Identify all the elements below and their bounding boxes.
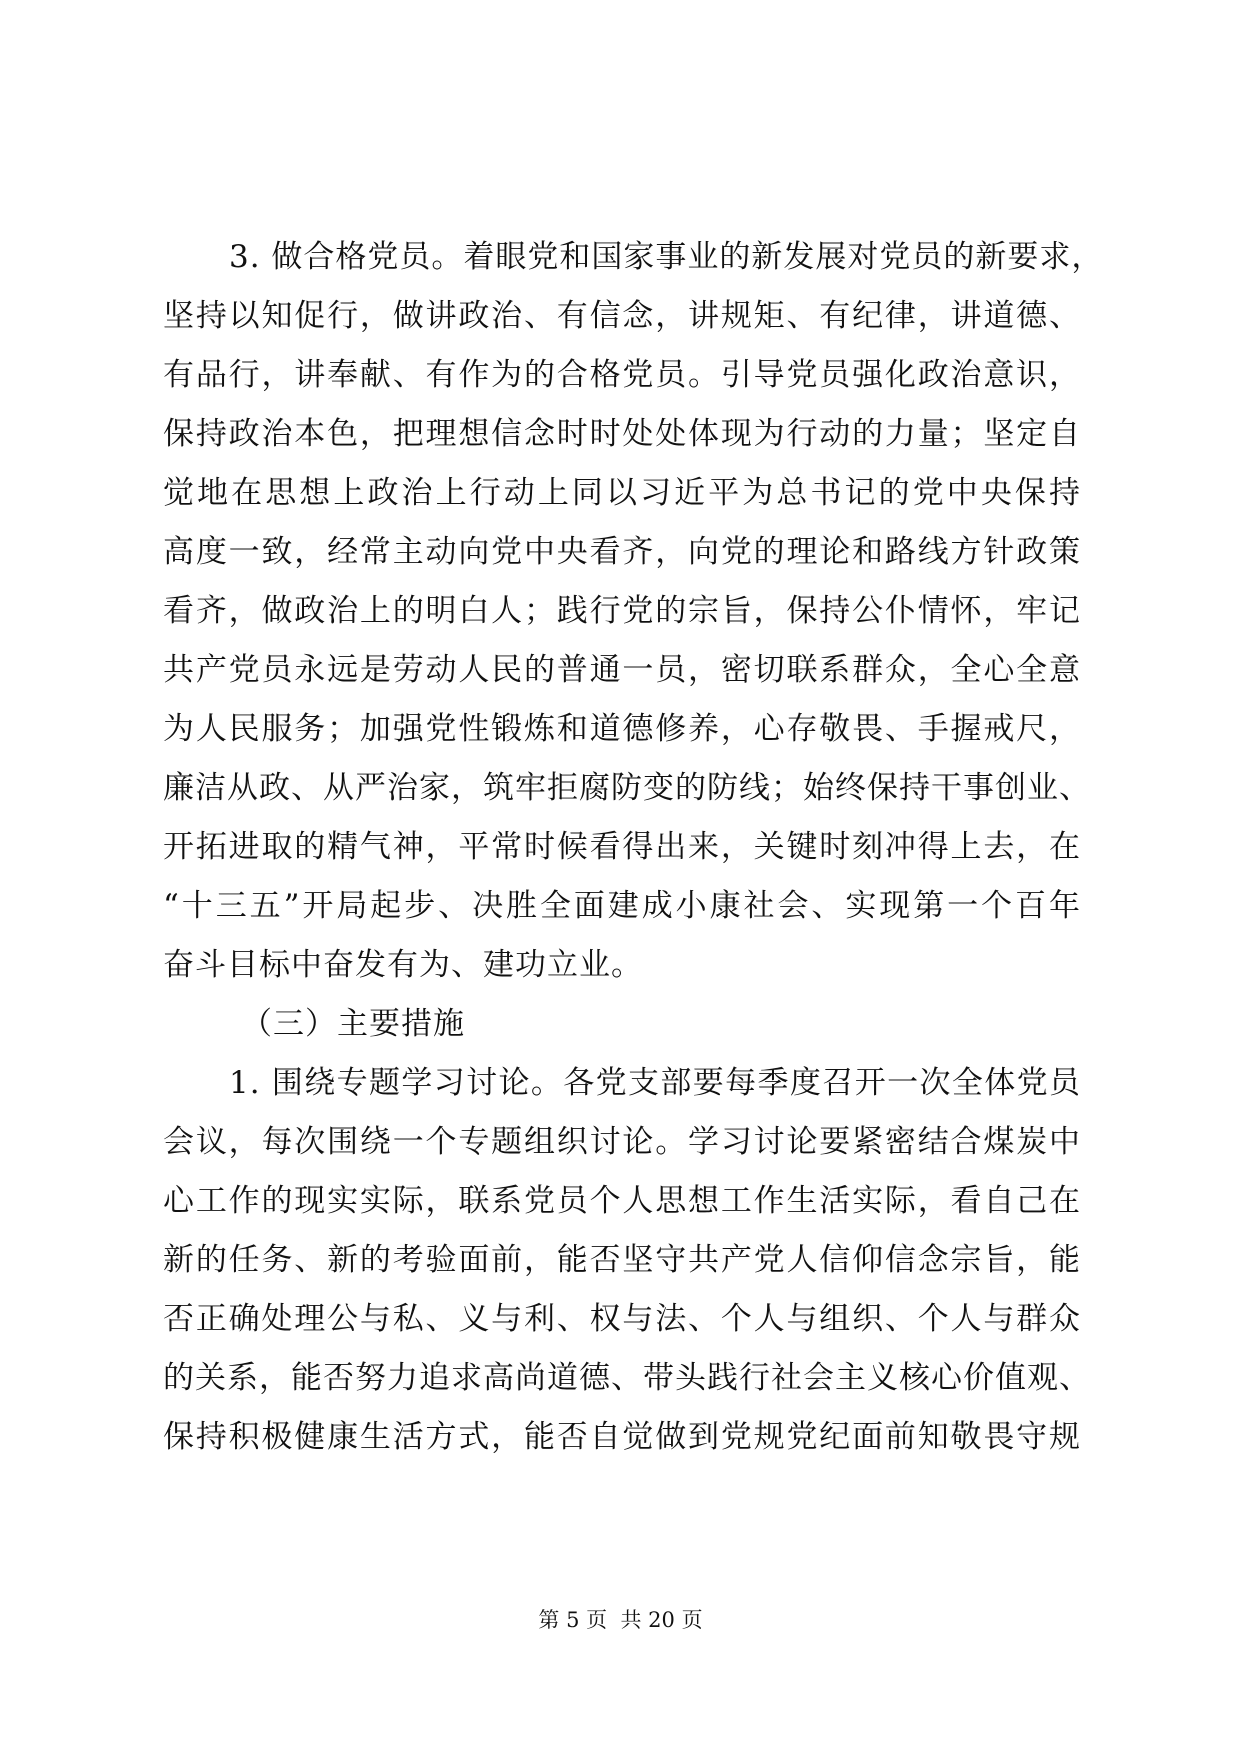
paragraph-line: 奋斗目标中奋发有为、建功立业。 [163,947,643,983]
paragraph-line: 心工作的现实实际，联系党员个人思想工作生活实际，看自己在 [163,1183,1081,1219]
paragraph-line: 为人民服务；加强党性锻炼和道德修养，心存敬畏、手握戒尺， [163,711,1081,747]
paragraph-line: 有品行，讲奉献、有作为的合格党员。引导党员强化政治意识， [163,357,1081,393]
paragraph-line: 保持政治本色，把理想信念时时处处体现为行动的力量；坚定自 [163,416,1081,452]
page-total: 共 20 页 [620,1608,703,1632]
paragraph-line: 廉洁从政、从严治家，筑牢拒腐防变的防线；始终保持干事创业、 [163,770,1091,806]
paragraph-line: “十三五”开局起步、决胜全面建成小康社会、实现第一个百年 [163,888,1081,924]
paragraph-line: 高度一致，经常主动向党中央看齐，向党的理论和路线方针政策 [163,534,1081,570]
footer-separator [607,1608,620,1632]
paragraph-line: 新的任务、新的考验面前，能否坚守共产党人信仰信念宗旨，能 [163,1242,1081,1278]
paragraph-line: 保持积极健康生活方式，能否自觉做到党规党纪面前知敬畏守规 [163,1419,1081,1455]
paragraph-line: 坚持以知促行，做讲政治、有信念，讲规矩、有纪律，讲道德、 [163,298,1081,334]
section-heading: （三）主要措施 [241,1006,465,1042]
paragraph-line: 3. 做合格党员。着眼党和国家事业的新发展对党员的新要求， [229,239,1104,275]
paragraph-line: 共产党员永远是劳动人民的普通一员，密切联系群众，全心全意 [163,652,1081,688]
document-body [163,228,1104,1467]
paragraph-line: 开拓进取的精气神，平常时候看得出来，关键时刻冲得上去，在 [163,829,1081,865]
paragraph-line: 1. 围绕专题学习讨论。各党支部要每季度召开一次全体党员 [229,1065,1081,1101]
paragraph-line: 会议，每次围绕一个专题组织讨论。学习讨论要紧密结合煤炭中 [163,1124,1081,1160]
paragraph-line: 看齐，做政治上的明白人；践行党的宗旨，保持公仆情怀，牢记 [163,593,1081,629]
paragraph-line: 的关系，能否努力追求高尚道德、带头践行社会主义核心价值观、 [163,1360,1091,1396]
page-number: 第 5 页 [538,1608,608,1632]
page-footer [0,1606,1241,1634]
paragraph-line: 觉地在思想上政治上行动上同以习近平为总书记的党中央保持 [163,475,1081,511]
paragraph-line: 否正确处理公与私、义与利、权与法、个人与组织、个人与群众 [163,1301,1081,1337]
